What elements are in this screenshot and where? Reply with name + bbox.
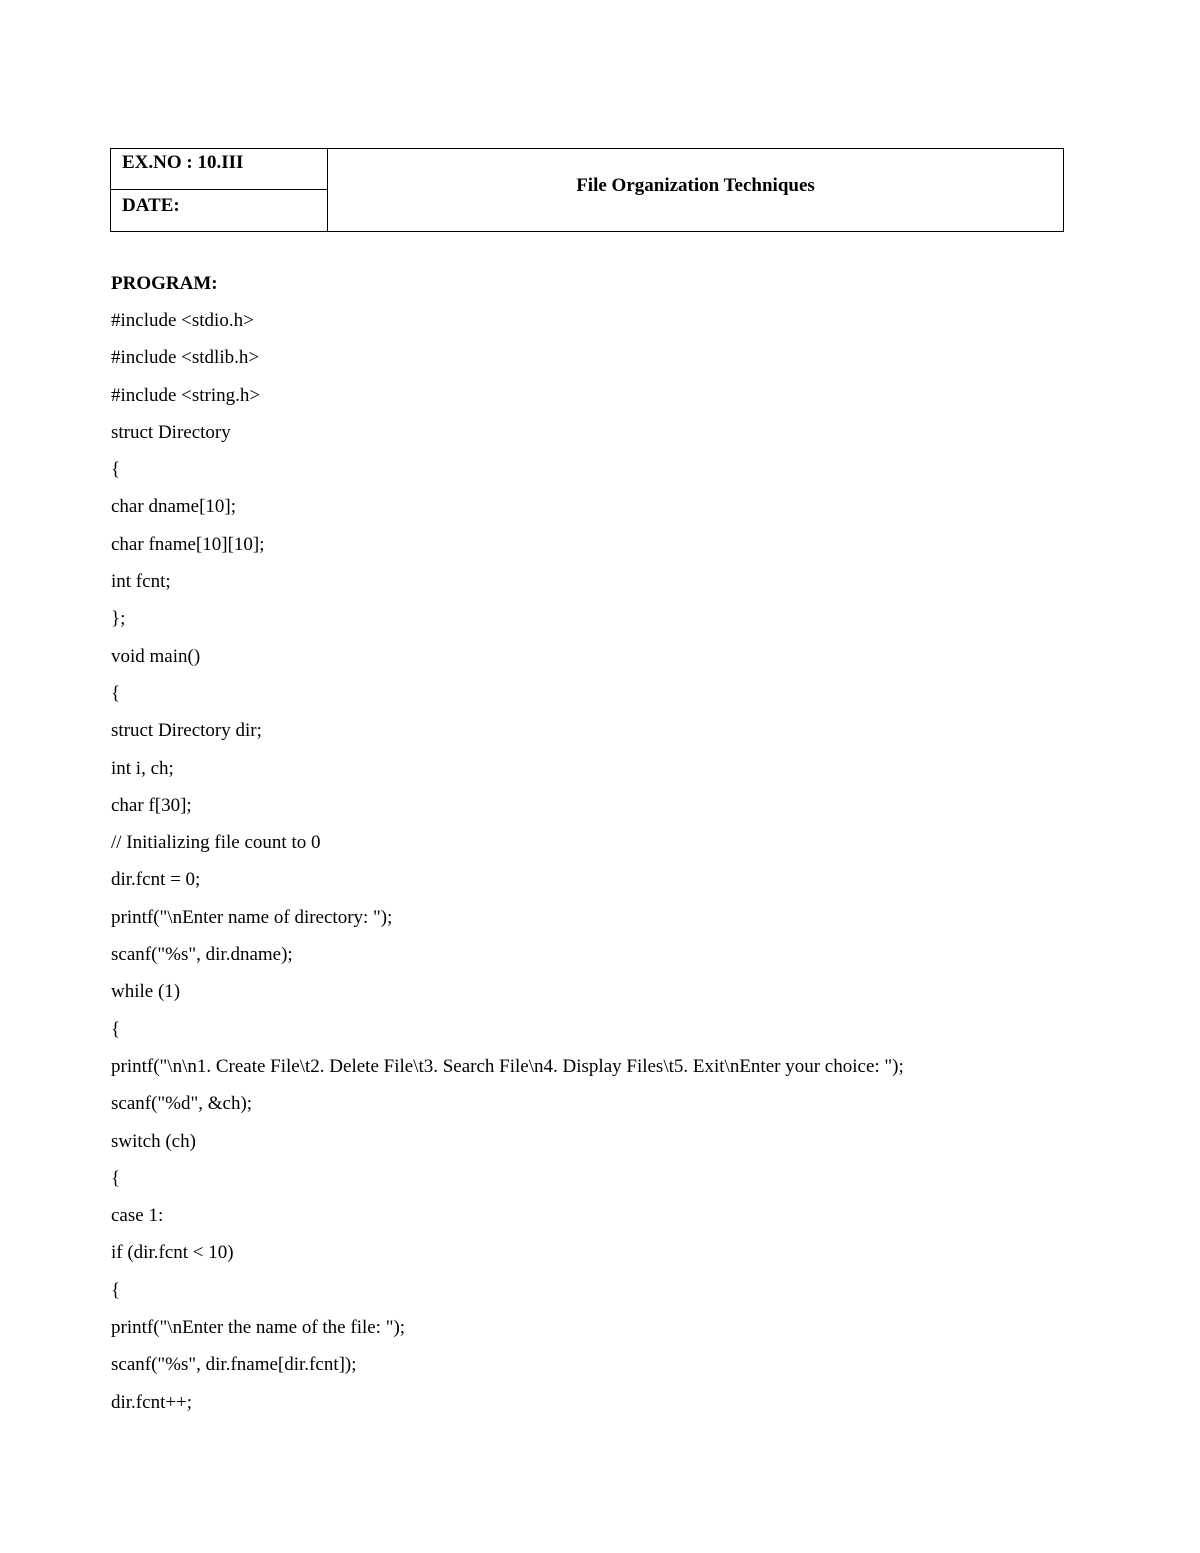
code-line: #include <stdio.h> xyxy=(111,310,254,331)
code-line: void main() xyxy=(111,645,201,667)
code-line: dir.fcnt = 0; xyxy=(111,869,201,891)
document-title: File Organization Techniques xyxy=(576,175,815,196)
code-line: int i, ch; xyxy=(111,757,174,779)
header-table xyxy=(110,148,1064,232)
code-line: char f[30]; xyxy=(111,794,192,816)
code-line: if (dir.fcnt < 10) xyxy=(111,1242,234,1264)
code-line: int fcnt; xyxy=(111,571,171,593)
code-line: scanf("%d", &ch); xyxy=(111,1093,253,1115)
code-line: switch (ch) xyxy=(111,1130,196,1152)
header-left-column xyxy=(111,149,328,231)
code-line: }; xyxy=(111,608,126,630)
code-line: char dname[10]; xyxy=(111,496,237,518)
code-line: struct Directory dir; xyxy=(111,720,262,742)
code-line: printf("\nEnter name of directory: "); xyxy=(111,906,393,928)
code-line: { xyxy=(111,682,121,704)
code-line: scanf("%s", dir.fname[dir.fcnt]); xyxy=(111,1354,357,1376)
code-line: scanf("%s", dir.dname); xyxy=(111,944,293,966)
code-line: printf("\n\n1. Create File\t2. Delete File\t3. Search File\n4. Display Files\t5. Exit\nEnter your choice: "); xyxy=(111,1055,904,1077)
code-line: struct Directory xyxy=(111,421,231,443)
program-heading: PROGRAM: xyxy=(111,273,218,294)
code-line: #include <string.h> xyxy=(111,384,261,406)
code-line: // Initializing file count to 0 xyxy=(111,832,321,854)
code-line: char fname[10][10]; xyxy=(111,533,265,555)
date-field: DATE: xyxy=(122,195,180,216)
code-line: { xyxy=(111,1167,121,1189)
code-line: { xyxy=(111,1018,121,1040)
code-line: dir.fcnt++; xyxy=(111,1391,193,1413)
exercise-number: EX.NO : 10.III xyxy=(111,149,327,190)
code-line: { xyxy=(111,1279,121,1301)
code-line: #include <stdlib.h> xyxy=(111,347,260,369)
code-line: case 1: xyxy=(111,1205,164,1227)
program-code xyxy=(111,309,1071,1428)
code-line: printf("\nEnter the name of the file: "); xyxy=(111,1317,406,1339)
code-line: while (1) xyxy=(111,981,181,1003)
code-line: { xyxy=(111,459,121,481)
